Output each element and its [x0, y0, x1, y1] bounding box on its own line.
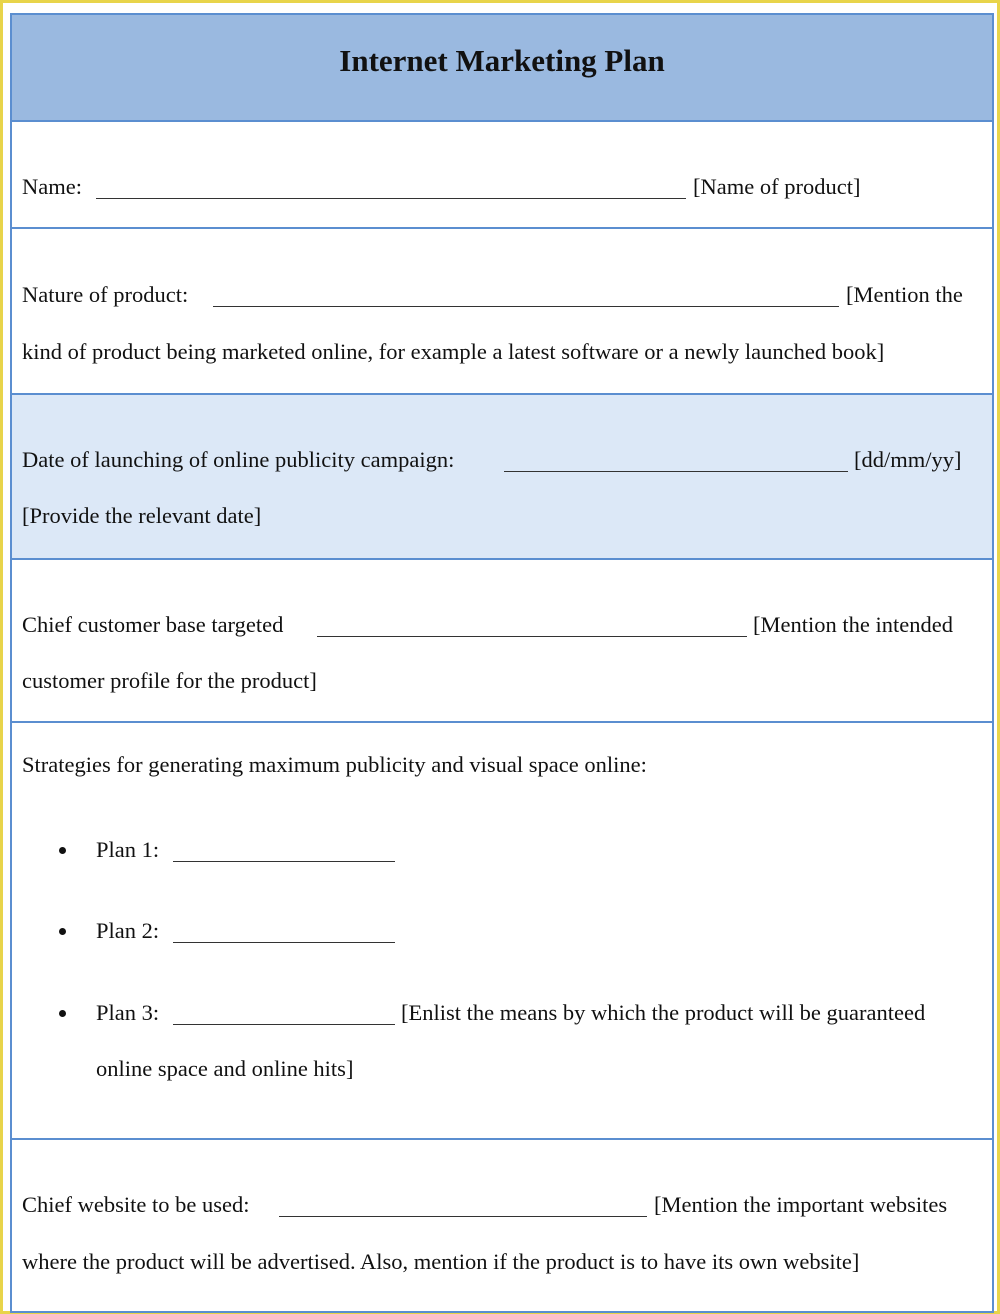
customer-input-line[interactable]: [317, 636, 747, 637]
plan-2-label: Plan 2:: [96, 918, 160, 943]
strategies-hint-2: online space and online hits]: [96, 1056, 354, 1081]
bullet: [59, 847, 66, 854]
header-band: [12, 15, 992, 122]
website-label: Chief website to be used:: [22, 1192, 250, 1217]
plan-3-label: Plan 3:: [96, 1000, 160, 1025]
divider: [12, 393, 992, 395]
plan-2-input-line[interactable]: [173, 942, 395, 943]
divider: [12, 558, 992, 560]
bullet: [59, 1010, 66, 1017]
website-input-line[interactable]: [279, 1216, 647, 1217]
bullet: [59, 928, 66, 935]
strategies-hint-1: [Enlist the means by which the product will be guaranteed: [401, 1000, 926, 1025]
nature-input-line[interactable]: [213, 306, 839, 307]
divider: [12, 721, 992, 723]
date-input-line[interactable]: [504, 471, 848, 472]
customer-hint-2: customer profile for the product]: [22, 668, 317, 693]
divider: [12, 1138, 992, 1140]
divider: [12, 227, 992, 229]
plan-1-label: Plan 1:: [96, 837, 160, 862]
website-hint-2: where the product will be advertised. Also, mention if the product is to have its own website]: [22, 1249, 860, 1274]
name-input-line[interactable]: [96, 198, 686, 199]
date-section-shade: [12, 395, 992, 558]
customer-label: Chief customer base targeted: [22, 612, 284, 637]
name-label: Name:: [22, 174, 82, 199]
nature-hint-1: [Mention the: [846, 282, 963, 307]
strategies-heading: Strategies for generating maximum publicity and visual space online:: [22, 752, 647, 777]
page-title: Internet Marketing Plan: [339, 43, 665, 78]
plan-3-input-line[interactable]: [173, 1024, 395, 1025]
website-hint-1: [Mention the important websites: [654, 1192, 948, 1217]
nature-label: Nature of product:: [22, 282, 189, 307]
customer-hint-1: [Mention the intended: [753, 612, 953, 637]
date-format: [dd/mm/yy]: [854, 447, 962, 472]
date-label: Date of launching of online publicity campaign:: [22, 447, 455, 472]
name-hint: [Name of product]: [693, 174, 861, 199]
form: [10, 13, 994, 1313]
date-hint: [Provide the relevant date]: [22, 503, 262, 528]
nature-hint-2: kind of product being marketed online, for example a latest software or a newly launched book]: [22, 339, 885, 364]
plan-1-input-line[interactable]: [173, 861, 395, 862]
